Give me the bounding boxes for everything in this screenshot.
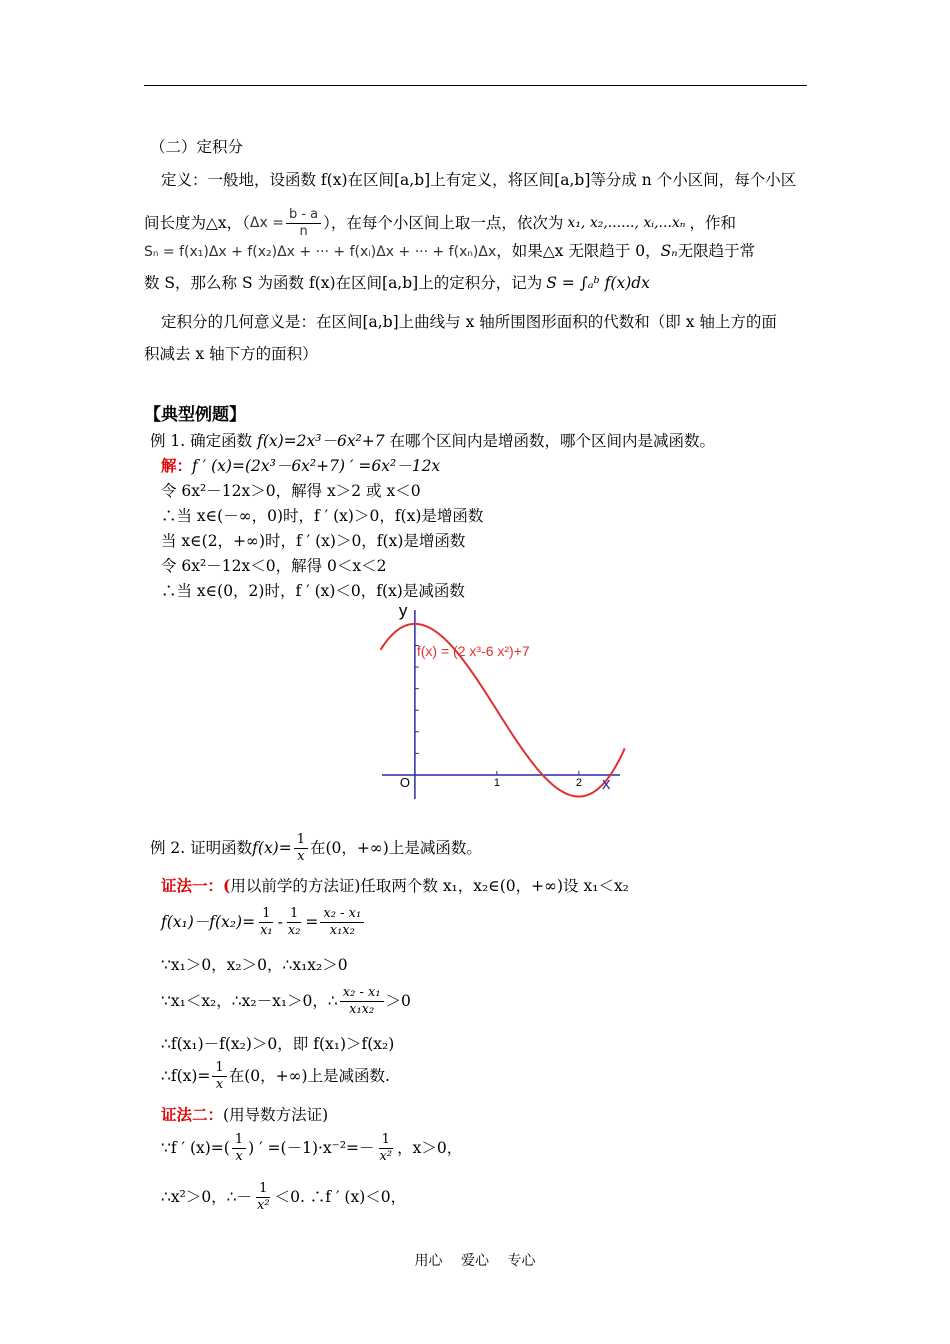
fraction-numerator: x₂ - x₁	[320, 906, 364, 923]
final-text: ∴f(x)=	[161, 1067, 211, 1085]
example-1-question: 在哪个区间内是增函数，哪个区间内是减函数。	[384, 432, 716, 450]
fraction-numerator: 1	[256, 1181, 270, 1198]
final-text: ∴x²＞0，∴－	[161, 1188, 253, 1206]
riemann-sum: Sₙ = f(x₁)Δx + f(x₂)Δx + ··· + f(xᵢ)Δx + ··· + f(xₙ)Δx	[144, 244, 497, 260]
proof-1-intro	[161, 876, 629, 896]
proof-2-derivative-line	[161, 1125, 462, 1171]
example-1-prefix: 例 1. 确定函数	[150, 432, 258, 450]
example-1-solution-line-4: 当 x∈(2，+∞)时，f ′ (x)＞0，f(x)是增函数	[161, 532, 466, 550]
proof-2-final-line	[161, 1174, 406, 1220]
example-1-solution-line-6: ∴当 x∈(0，2)时，f ′ (x)＜0，f(x)是减函数	[161, 582, 465, 600]
fraction-1-over-x-squared	[254, 1181, 273, 1214]
example-2-prefix: 例 2. 证明函数	[150, 839, 253, 857]
definition-line-2	[144, 203, 736, 243]
greater-than-zero: ＞0	[385, 992, 411, 1010]
definition-text: ，作和	[689, 214, 736, 232]
proof-1-final-line	[161, 1054, 390, 1098]
definition-text: 间长度为△x，（	[144, 214, 250, 232]
fraction-denominator: n	[299, 223, 308, 239]
fraction-numerator: x₂ - x₁	[340, 985, 384, 1002]
proof-1-positive-line: ∵x₁＞0，x₂＞0，∴x₁x₂＞0	[161, 956, 348, 974]
fraction-numerator: 1	[379, 1132, 393, 1149]
derivative-text: ∵f ′ (x)=(	[161, 1139, 230, 1157]
header-rule	[144, 85, 807, 86]
interval-length-fraction	[286, 207, 321, 240]
fraction-difference	[340, 985, 384, 1018]
fraction-denominator: x₁x₂	[329, 922, 355, 938]
fraction-denominator: x²	[257, 1197, 270, 1213]
proof-1-text: 用以前学的方法证)任取两个数 x₁，x₂∈(0，+∞)设 x₁＜x₂	[230, 877, 629, 895]
reciprocal-fraction	[294, 832, 308, 865]
fraction-1-over-x-squared	[377, 1132, 396, 1165]
solution-text: f ′ (x)=(2x³－6x²+7) ′ =6x²－12x	[192, 457, 441, 475]
fraction-denominator: x	[215, 1076, 224, 1092]
example-1-solution-line-3: ∴当 x∈(－∞，0)时，f ′ (x)＞0，f(x)是增函数	[161, 507, 484, 525]
tick-label-2: 2	[575, 776, 582, 789]
x-axis-label: x	[602, 773, 611, 793]
definition-line-1: 定义：一般地，设函数 f(x)在区间[a,b]上有定义，将区间[a,b]等分成 n 个小区间，每个小区	[161, 171, 797, 189]
fraction-denominator: x	[235, 1148, 243, 1164]
example-1-solution-line-5: 令 6x²－12x＜0，解得 0＜x＜2	[161, 557, 387, 575]
fraction-denominator: x₁x₂	[349, 1001, 375, 1017]
cubic-function-plot	[378, 598, 628, 803]
integral-notation: S = ∫ₐᵇ f(x)dx	[546, 274, 650, 292]
sn-symbol: Sₙ	[660, 242, 678, 260]
example-2-suffix: 在(0，+∞)上是减函数。	[310, 839, 482, 857]
delta-x: Δx =	[249, 215, 284, 231]
example-2-fx: f(x)=	[252, 839, 292, 857]
example-1-solution-line-1	[161, 456, 440, 476]
minus-sign: -	[277, 913, 283, 931]
geometric-meaning-line-2: 积减去 x 轴下方的面积）	[144, 345, 318, 363]
definition-text: 数 S，那么称 S 为函数 f(x)在区间[a,b]上的定积分，记为	[144, 274, 543, 292]
proof-2-label: 证法二：	[161, 1105, 224, 1124]
proof-2-text: (用导数方法证)	[223, 1106, 329, 1124]
example-1-solution-line-2: 令 6x²－12x＞0，解得 x＞2 或 x＜0	[161, 482, 421, 500]
fraction-denominator: x	[297, 848, 305, 864]
proof-2-intro	[161, 1105, 328, 1125]
final-text: ＜0. ∴f ′ (x)＜0，	[274, 1188, 407, 1206]
examples-title: 【典型例题】	[144, 405, 246, 425]
proof-1-order-line	[161, 978, 411, 1024]
fraction-numerator: 1	[287, 906, 301, 923]
fraction-difference	[320, 906, 364, 939]
definition-line-4	[144, 273, 650, 293]
proof-1-label: 证法一：(	[161, 876, 231, 895]
sample-points: x₁, x₂,......, xᵢ,...xₙ	[567, 215, 686, 231]
fraction-numerator: 1	[212, 1060, 226, 1077]
fraction-numerator: b - a	[286, 207, 321, 224]
fraction-1-over-x2	[285, 906, 304, 939]
tick-label-1: 1	[493, 776, 500, 789]
example-1-function: f(x)=2x³－6x²+7	[257, 432, 385, 450]
derivative-text: ，x＞0，	[397, 1139, 463, 1157]
page-footer: 用心 爱心 专心	[414, 1253, 536, 1269]
solution-label: 解：	[161, 456, 193, 475]
final-text: 在(0，+∞)上是减函数.	[228, 1067, 390, 1085]
reciprocal-fraction	[232, 1132, 246, 1165]
fraction-1-over-x1	[257, 906, 276, 939]
definition-line-3	[144, 241, 755, 262]
definition-text: 无限趋于常	[677, 242, 756, 260]
fraction-numerator: 1	[259, 906, 273, 923]
definition-text: ），在每个小区间上取一点，依次为	[323, 214, 564, 232]
definition-text: ，如果△x 无限趋于 0，	[496, 242, 661, 260]
reciprocal-fraction	[212, 1060, 226, 1093]
fraction-numerator: 1	[294, 832, 308, 849]
fraction-denominator: x₁	[260, 922, 273, 938]
origin-label: O	[399, 774, 411, 790]
derivative-text: ) ′ =(－1)·x⁻²=－	[248, 1139, 375, 1157]
order-text: ∵x₁＜x₂，∴x₂－x₁＞0，∴	[161, 992, 338, 1010]
example-1-statement	[150, 431, 715, 451]
proof-1-conclusion-line: ∴f(x₁)－f(x₂)＞0，即 f(x₁)＞f(x₂)	[161, 1035, 395, 1053]
difference-text: f(x₁)－f(x₂)=	[161, 913, 256, 931]
fraction-numerator: 1	[232, 1132, 246, 1149]
y-axis-label: y	[398, 601, 408, 620]
curve-label: f(x) = (2 x³-6 x²)+7	[416, 643, 530, 659]
section-heading: （二）定积分	[150, 138, 244, 156]
proof-1-difference	[161, 900, 366, 944]
fraction-denominator: x₂	[287, 922, 301, 938]
fraction-denominator: x²	[379, 1148, 393, 1164]
example-2-statement	[150, 828, 482, 868]
equals-sign: =	[305, 913, 319, 931]
geometric-meaning-line-1: 定积分的几何意义是：在区间[a,b]上曲线与 x 轴所围图形面积的代数和（即 x 轴上方的面	[161, 313, 777, 331]
